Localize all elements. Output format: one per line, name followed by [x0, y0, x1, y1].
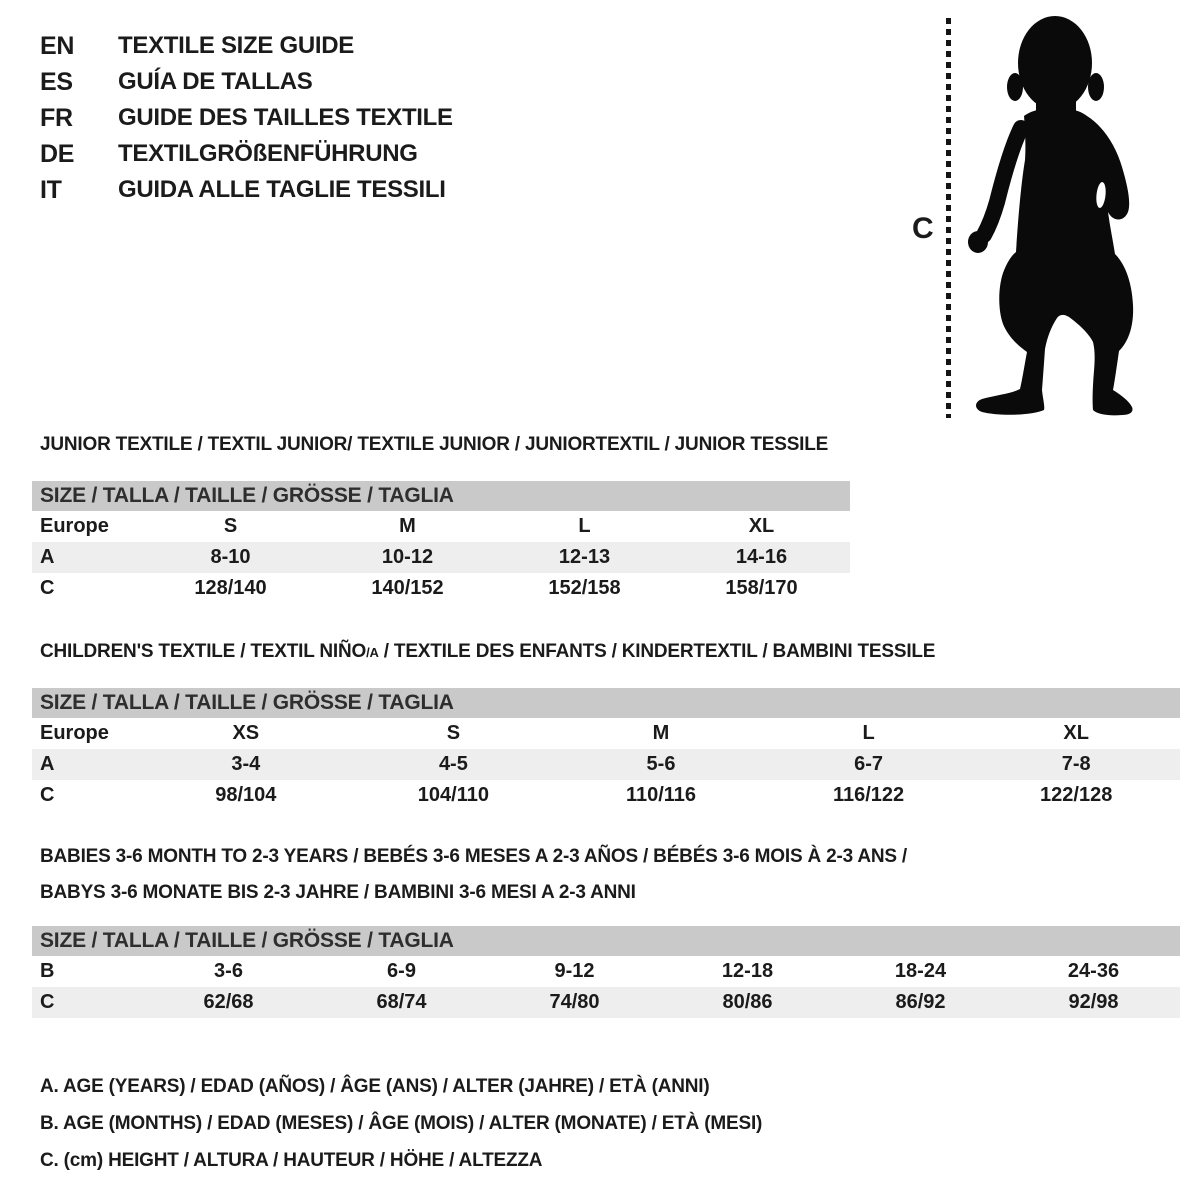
table-cell: 3-6: [214, 960, 243, 982]
table-cell: 18-24: [894, 960, 947, 982]
height-figure: [0, 0, 1200, 430]
table-cell: 9-12: [554, 960, 595, 982]
table-cell: 6-7: [854, 753, 884, 775]
table-cell: 14-16: [735, 546, 788, 568]
table-cell: 3-4: [231, 753, 261, 775]
table-cell: 12-18: [721, 960, 774, 982]
table-cell: 74/80: [549, 991, 600, 1013]
table-cell: 110/116: [625, 784, 697, 806]
height-label-c: C: [912, 212, 934, 245]
table-row-height: [32, 573, 850, 604]
table-cell: 68/74: [376, 991, 427, 1013]
table-cell: 104/110: [417, 784, 489, 806]
table-cell: L: [862, 722, 875, 744]
table-cell: 7-8: [1061, 753, 1091, 775]
table-cell: 4-5: [438, 753, 468, 775]
toddler-silhouette-icon: [962, 14, 1152, 420]
table-cell: 128/140: [194, 577, 267, 599]
table-cell: S: [223, 515, 238, 537]
table-row-europe: [32, 718, 1180, 749]
section-title-babies-line1: BABIES 3-6 MONTH TO 2-3 YEARS / BEBÉS 3-6 MESES A 2-3 AÑOS / BÉBÉS 3-6 MOIS À 2-3 ANS /: [40, 846, 908, 867]
legend-line-a: A. AGE (YEARS) / EDAD (AÑOS) / ÂGE (ANS) / ALTER (JAHRE) / ETÀ (ANNI): [40, 1076, 710, 1097]
language-code: ES: [40, 67, 73, 96]
section-title-babies-line2: BABYS 3-6 MONATE BIS 2-3 JAHRE / BAMBINI 3-6 MESI A 2-3 ANNI: [40, 882, 636, 903]
guide-title: GUIDE DES TAILLES TEXTILE: [118, 104, 453, 131]
table-cell: 24-36: [1067, 960, 1120, 982]
table-cell: XS: [232, 722, 260, 744]
height-dashed-line: [946, 18, 951, 418]
table-row-age: [32, 749, 1180, 780]
language-code: FR: [40, 103, 73, 132]
section-title-children-pre: CHILDREN'S TEXTILE / TEXTIL NIÑO: [40, 641, 367, 662]
row-label: B: [40, 960, 55, 982]
children-size-table: [32, 688, 1180, 811]
row-label: C: [40, 577, 55, 599]
language-code: EN: [40, 31, 75, 60]
table-cell: M: [399, 515, 416, 537]
table-cell: 158/170: [725, 577, 798, 599]
table-cell: 62/68: [203, 991, 254, 1013]
table-cell: M: [652, 722, 670, 744]
babies-size-table: [32, 926, 1180, 1018]
row-label: A: [40, 753, 55, 775]
section-title-children: [40, 641, 935, 663]
row-label: C: [40, 991, 55, 1013]
table-cell: 86/92: [895, 991, 946, 1013]
table-row-months: [32, 956, 1180, 987]
table-row-height: [32, 780, 1180, 811]
guide-title: TEXTILE SIZE GUIDE: [118, 32, 354, 59]
table-cell: S: [446, 722, 461, 744]
table-cell: 140/152: [371, 577, 444, 599]
table-cell: 92/98: [1068, 991, 1119, 1013]
table-cell: 98/104: [215, 784, 277, 806]
row-label: Europe: [40, 515, 109, 537]
legend-line-b: B. AGE (MONTHS) / EDAD (MESES) / ÂGE (MOIS) / ALTER (MONATE) / ETÀ (MESI): [40, 1113, 763, 1134]
section-title-children-post: / TEXTILE DES ENFANTS / KINDERTEXTIL / BAMBINI TESSILE: [378, 641, 936, 662]
table-cell: L: [578, 515, 591, 537]
legend-line-c: C. (cm) HEIGHT / ALTURA / HAUTEUR / HÖHE / ALTEZZA: [40, 1150, 543, 1171]
junior-size-table: [32, 481, 850, 604]
guide-title: TEXTILGRÖßENFÜHRUNG: [118, 140, 418, 167]
table-cell: XL: [1063, 722, 1089, 744]
table-header-bar: SIZE / TALLA / TAILLE / GRÖSSE / TAGLIA: [32, 688, 1180, 718]
row-label: C: [40, 784, 55, 806]
language-code: DE: [40, 139, 75, 168]
guide-title: GUÍA DE TALLAS: [118, 68, 313, 95]
table-cell: 80/86: [722, 991, 773, 1013]
table-cell: 8-10: [210, 546, 251, 568]
table-cell: 6-9: [387, 960, 416, 982]
table-cell: XL: [748, 515, 775, 537]
row-label: Europe: [40, 722, 109, 744]
section-title-junior: JUNIOR TEXTILE / TEXTIL JUNIOR/ TEXTILE JUNIOR / JUNIORTEXTIL / JUNIOR TESSILE: [40, 434, 829, 455]
table-header-bar: SIZE / TALLA / TAILLE / GRÖSSE / TAGLIA: [32, 481, 850, 511]
table-row-height: [32, 987, 1180, 1018]
table-cell: 116/122: [832, 784, 905, 806]
table-cell: 122/128: [1040, 784, 1113, 806]
row-label: A: [40, 546, 55, 568]
section-title-children-sub: /A: [366, 645, 379, 660]
table-cell: 5-6: [646, 753, 676, 775]
guide-title: GUIDA ALLE TAGLIE TESSILI: [118, 176, 446, 203]
language-code: IT: [40, 175, 62, 204]
table-row-age: [32, 542, 850, 573]
table-cell: 152/158: [548, 577, 621, 599]
table-cell: 12-13: [558, 546, 611, 568]
table-row-europe: [32, 511, 850, 542]
table-header-bar: SIZE / TALLA / TAILLE / GRÖSSE / TAGLIA: [32, 926, 1180, 956]
legend: [40, 1068, 762, 1179]
table-cell: 10-12: [381, 546, 434, 568]
